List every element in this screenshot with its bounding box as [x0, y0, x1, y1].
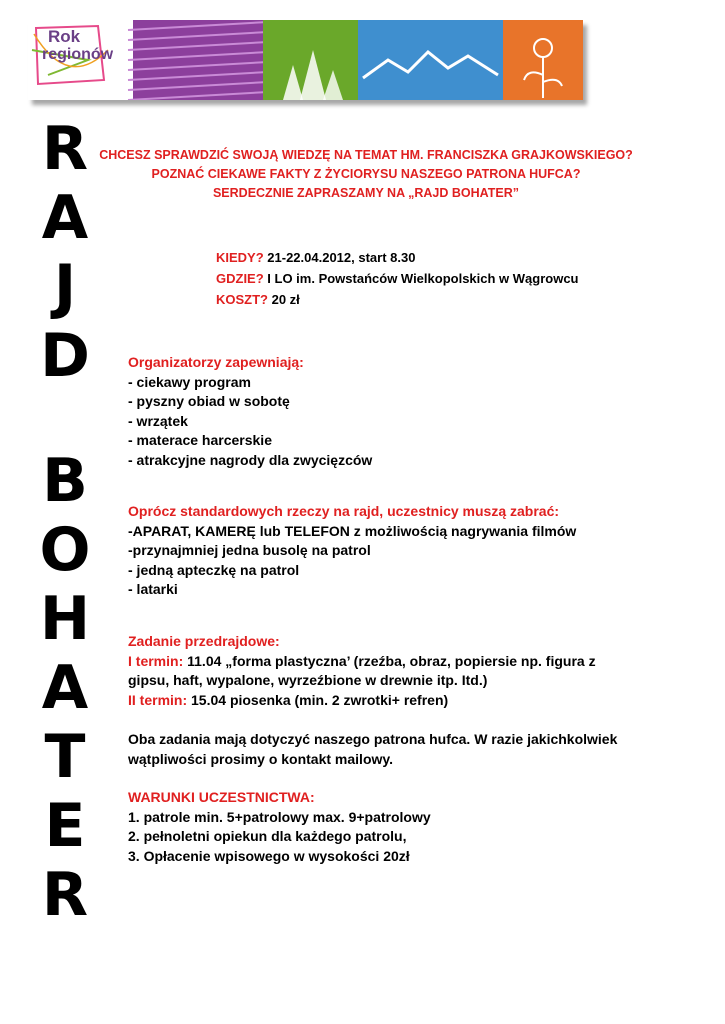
title-letter: R — [41, 860, 89, 930]
title-letter: T — [44, 722, 86, 792]
list-item: 1. patrole min. 5+patrolowy max. 9+patrolowy — [128, 808, 431, 825]
term-2-label: II termin: — [128, 691, 188, 708]
note-section — [128, 730, 617, 769]
title-letter: B — [42, 446, 88, 516]
event-info — [216, 247, 579, 310]
list-item: -APARAT, KAMERĘ lub TELEFON z możliwością nagrywania filmów — [128, 522, 577, 539]
when-label: KIEDY? — [216, 250, 264, 265]
title-letter: E — [44, 791, 86, 861]
title-letter: H — [39, 584, 91, 654]
equipment-section — [128, 502, 576, 600]
title-letter: A — [41, 183, 89, 253]
term-1-label: I termin: — [128, 652, 184, 669]
logo-text — [42, 28, 113, 64]
term-2-text: 15.04 piosenka (min. 2 zwrotki+ refren) — [187, 691, 449, 708]
intro-line: SERDECZNIE ZAPRASZAMY NA „RAJD BOHATER” — [212, 186, 520, 200]
title-letter: J — [53, 252, 77, 322]
cost-value: 20 zł — [268, 292, 300, 307]
intro-line: POZNAĆ CIEKAWE FAKTY Z ŻYCIORYSU NASZEGO PATRONA HUFCA? — [151, 167, 581, 181]
rok-regionow-banner — [28, 20, 583, 100]
list-item: - materace harcerskie — [128, 432, 272, 448]
organizers-heading: Organizatorzy zapewniają: — [128, 354, 304, 370]
list-item: - wrzątek — [128, 412, 188, 429]
intro-line: CHCESZ SPRAWDZIĆ SWOJĄ WIEDZĘ NA TEMAT HM. FRANCISZKA GRAJKOWSKIEGO? — [99, 148, 633, 162]
note-line: Oba zadania mają dotyczyć naszego patrona hufca. W razie jakichkolwiek — [128, 731, 618, 747]
cost-row — [216, 289, 579, 310]
title-letter: O — [39, 515, 91, 585]
equipment-heading: Oprócz standardowych rzeczy na rajd, uczestnicy muszą zabrać: — [128, 503, 560, 519]
conditions-heading: WARUNKI UCZESTNICTWA: — [128, 789, 315, 805]
task-section — [128, 632, 596, 710]
note-line: wątpliwości prosimy o kontakt mailowy. — [128, 750, 394, 767]
list-item: 2. pełnoletni opiekun dla każdego patrolu, — [128, 828, 407, 844]
task-heading: Zadanie przedrajdowe: — [128, 633, 280, 649]
list-item: 3. Opłacenie wpisowego w wysokości 20zł — [128, 847, 410, 864]
cost-label: KOSZT? — [216, 292, 268, 307]
where-label: GDZIE? — [216, 271, 264, 286]
task-term-1 — [128, 652, 596, 672]
conditions-section — [128, 788, 431, 866]
list-item: - latarki — [128, 581, 178, 597]
list-item: - jedną apteczkę na patrol — [128, 561, 300, 578]
when-value: 21-22.04.2012, start 8.30 — [263, 250, 416, 265]
organizers-section — [128, 353, 372, 470]
list-item: - ciekawy program — [128, 373, 251, 390]
where-row — [216, 268, 579, 289]
title-letter: D — [40, 321, 90, 391]
list-item: - pyszny obiad w sobotę — [128, 393, 290, 409]
intro-text — [86, 146, 646, 203]
task-term-2 — [128, 691, 596, 711]
title-letter: R — [41, 114, 89, 184]
title-letter: A — [41, 653, 89, 723]
when-row — [216, 247, 579, 268]
logo-line-2: regionów — [42, 46, 114, 63]
list-item: - atrakcyjne nagrody dla zwycięzców — [128, 451, 373, 468]
vertical-title — [30, 115, 100, 930]
term-1-text: 11.04 „forma plastyczna’ (rzeźba, obraz, popiersie np. figura z — [183, 652, 596, 669]
logo-line-1: Rok — [48, 27, 81, 46]
task-term-1-cont: gipsu, haft, wypalone, wyrzeźbione w drewnie itp. Itd.) — [128, 672, 488, 688]
where-value: I LO im. Powstańców Wielkopolskich w Wągrowcu — [263, 271, 579, 286]
list-item: -przynajmniej jedna busolę na patrol — [128, 542, 371, 558]
